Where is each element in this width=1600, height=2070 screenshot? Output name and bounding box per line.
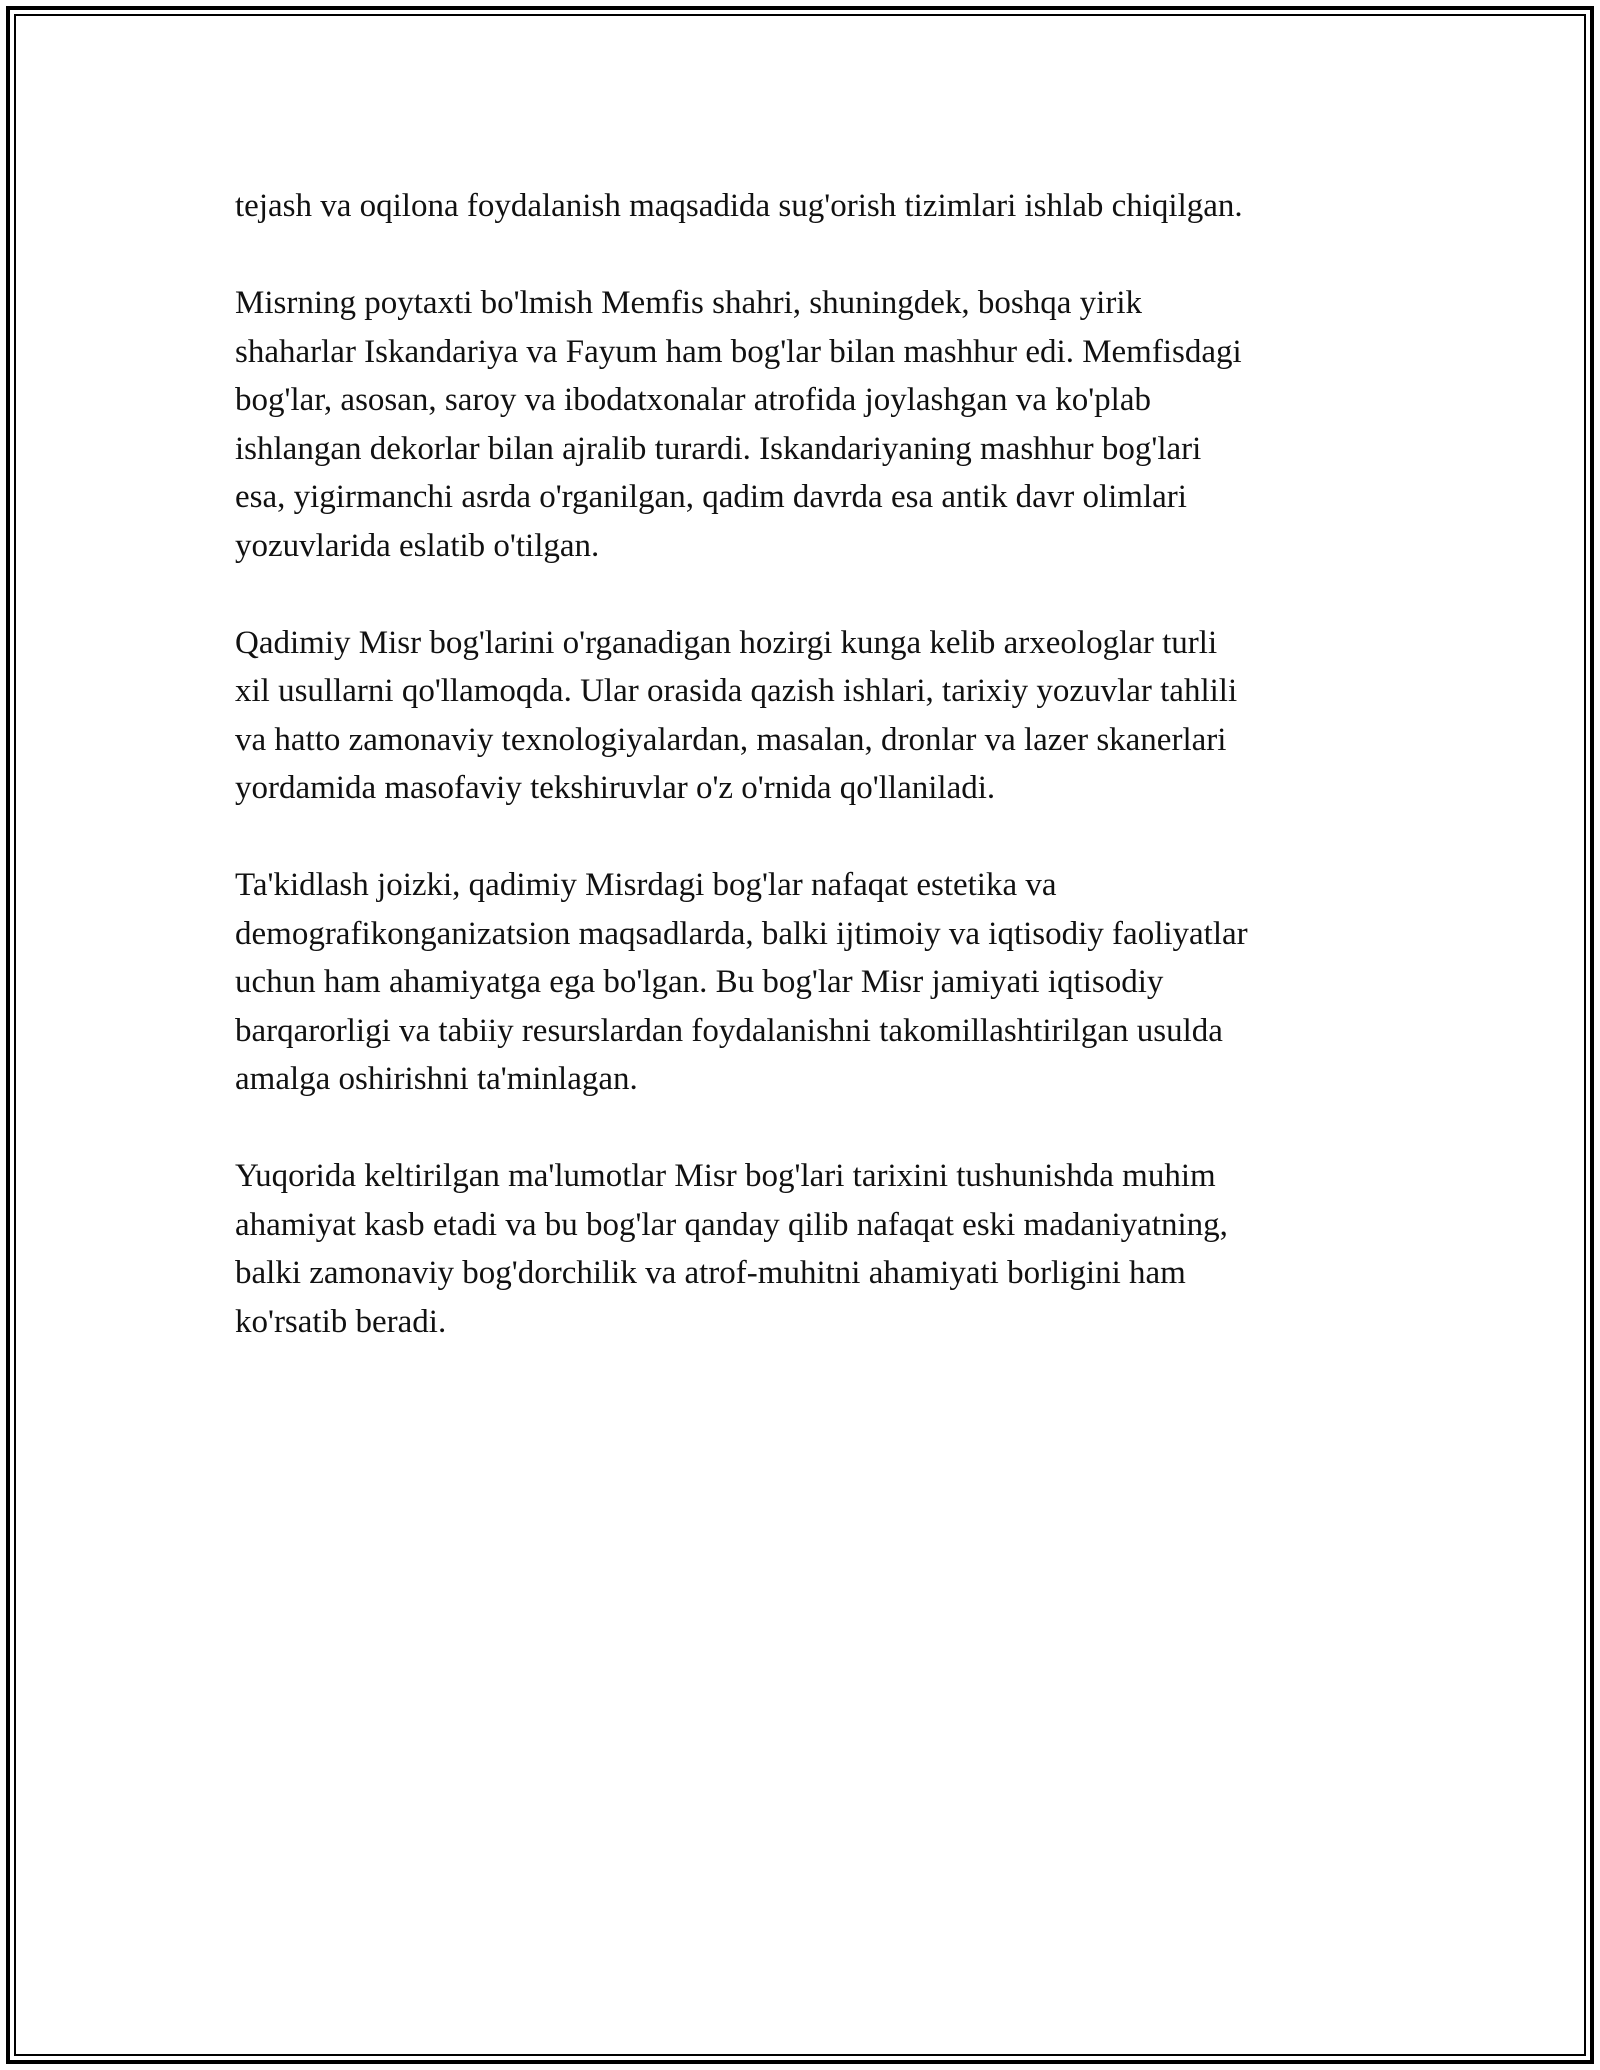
text-line: yordamida masofaviy tekshiruvlar o'z o'rnida qo'llaniladi. [235, 770, 996, 806]
text-line: esa, yigirmanchi asrda o'rganilgan, qadim davrda esa antik davr olimlari [235, 479, 1187, 515]
text-line: demografikonganizatsion maqsadlarda, balki ijtimoiy va iqtisodiy faoliyatlar [235, 915, 1248, 952]
text-line: amalga oshirishni ta'minlagan. [235, 1061, 638, 1097]
text-line: yozuvlarida eslatib o'tilgan. [235, 527, 600, 564]
paragraph-1 [235, 182, 1375, 231]
paragraph-5 [235, 1152, 1375, 1346]
text-line: Misrning poytaxti bo'lmish Memfis shahri, shuningdek, boshqa yirik [235, 285, 1142, 321]
text-line: bog'lar, asosan, saroy va ibodatxonalar atrofida joylashgan va ko'plab [235, 382, 1151, 418]
text-line: shaharlar Iskandariya va Fayum ham bog'lar bilan mashhur edi. Memfisdagi [235, 333, 1242, 370]
text-line: Qadimiy Misr bog'larini o'rganadigan hozirgi kunga kelib arxeologlar turli [235, 624, 1218, 661]
text-line: balki zamonaviy bog'dorchilik va atrof-muhitni ahamiyati borligini ham [235, 1255, 1186, 1291]
paragraph-4 [235, 861, 1375, 1104]
paragraph-2 [235, 279, 1375, 570]
text-line: ishlangan dekorlar bilan ajralib turardi. Iskandariyaning mashhur bog'lari [235, 430, 1202, 467]
text-line: xil usullarni qo'llamoqda. Ular orasida qazish ishlari, tarixiy yozuvlar tahlili [235, 673, 1238, 709]
text-line: Yuqorida keltirilgan ma'lumotlar Misr bog'lari tarixini tushunishda muhim [235, 1158, 1216, 1194]
text-line: ahamiyat kasb etadi va bu bog'lar qanday qilib nafaqat eski madaniyatning, [235, 1206, 1228, 1243]
text-line: tejash va oqilona foydalanish maqsadida sug'orish tizimlari ishlab chiqilgan. [235, 188, 1243, 224]
text-line: va hatto zamonaviy texnologiyalardan, masalan, dronlar va lazer skanerlari [235, 721, 1227, 758]
text-line: Ta'kidlash joizki, qadimiy Misrdagi bog'lar nafaqat estetika va [235, 867, 1057, 903]
document-body [235, 182, 1375, 1395]
text-line: barqarorligi va tabiiy resurslardan foydalanishni takomillashtirilgan usulda [235, 1012, 1223, 1049]
text-line: uchun ham ahamiyatga ega bo'lgan. Bu bog'lar Misr jamiyati iqtisodiy [235, 964, 1164, 1000]
paragraph-3 [235, 619, 1375, 813]
text-line: ko'rsatib beradi. [235, 1303, 447, 1340]
